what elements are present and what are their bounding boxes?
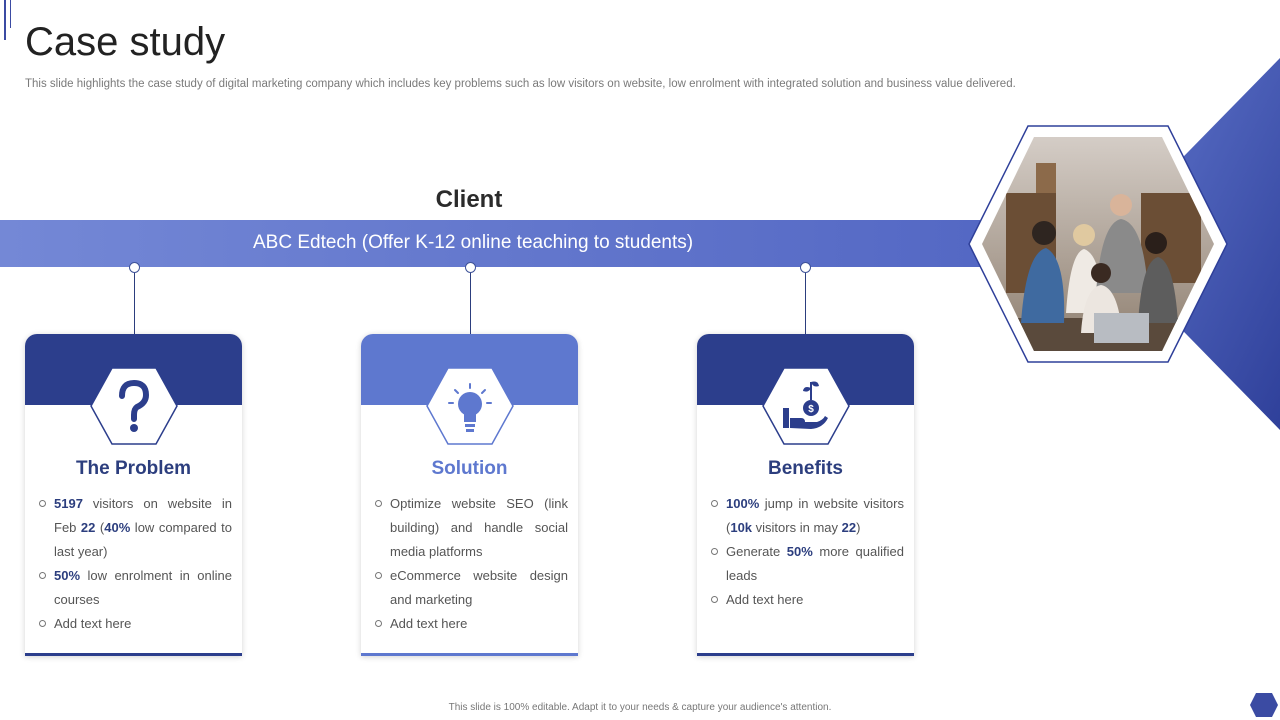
question-mark-icon — [89, 366, 179, 446]
connector-dot — [129, 262, 140, 273]
solution-card — [361, 334, 578, 656]
list-item: Add text here — [39, 612, 232, 636]
client-description: ABC Edtech (Offer K-12 online teaching to students) — [253, 232, 694, 253]
connector-line — [805, 267, 806, 334]
card-title: Benefits — [768, 458, 843, 479]
list-item: 100% jump in website visitors (10k visitors in may 22) — [711, 492, 904, 540]
team-photo — [966, 123, 1230, 365]
card-title: The Problem — [75, 458, 192, 479]
lightbulb-icon — [425, 366, 515, 446]
card-footer-line — [697, 653, 914, 656]
list-item: Generate 50% more qualified leads — [711, 540, 904, 588]
money-plant-hand-icon — [761, 366, 851, 446]
connector-dot — [465, 262, 476, 273]
list-item: Add text here — [711, 588, 904, 612]
benefits-card — [697, 334, 914, 656]
list-item: 5197 visitors on website in Feb 22 (40% low compared to last year) — [39, 492, 232, 564]
list-item: Optimize website SEO (link building) and handle social media platforms — [375, 492, 568, 564]
card-footer-line — [25, 653, 242, 656]
card-footer-line — [361, 653, 578, 656]
connector-line — [134, 267, 135, 334]
problem-card — [25, 334, 242, 656]
list-item: Add text here — [375, 612, 568, 636]
page-subtitle: This slide highlights the case study of digital marketing company which includes key problems such as low visitors on website, low enrolment with integrated solution and business value delivered. — [25, 78, 1016, 90]
footer-note: This slide is 100% editable. Adapt it to your needs & capture your audience's attention. — [448, 702, 832, 713]
page-title: Case study — [25, 20, 226, 64]
list-item: 50% low enrolment in online courses — [39, 564, 232, 612]
card-list — [375, 492, 568, 636]
card-list — [39, 492, 232, 636]
card-list — [711, 492, 904, 612]
svg-text:$: $ — [808, 404, 814, 415]
connector-dot — [800, 262, 811, 273]
corner-hexagon — [1249, 692, 1279, 718]
card-title: Solution — [431, 458, 508, 479]
list-item: eCommerce website design and marketing — [375, 564, 568, 612]
client-label: Client — [435, 186, 503, 213]
connector-line — [470, 267, 471, 334]
accent-line — [4, 0, 6, 40]
accent-line — [10, 0, 11, 28]
